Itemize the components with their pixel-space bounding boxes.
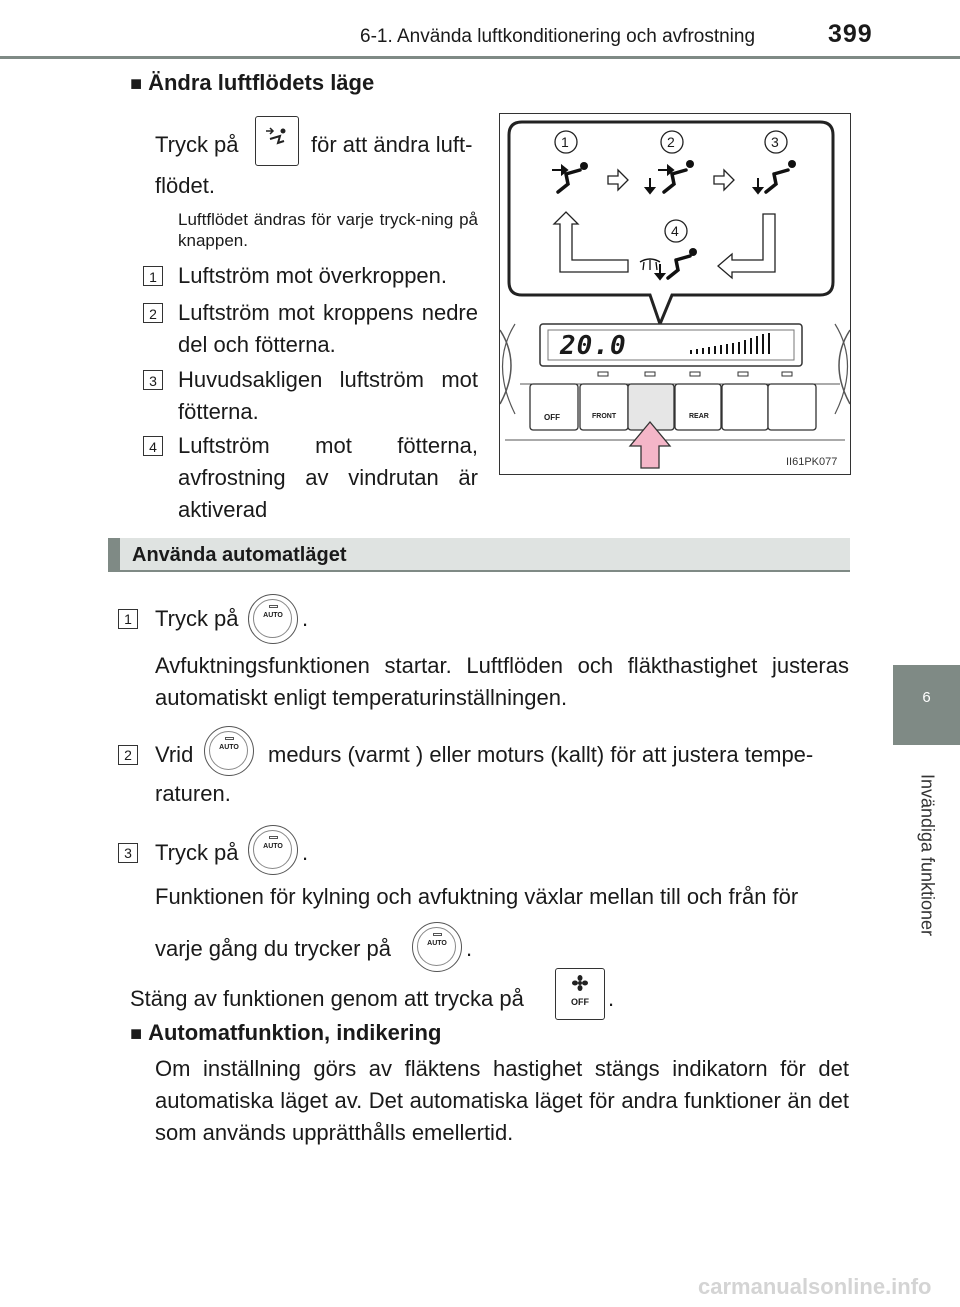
step-description: Funktionen för kylning och avfuktning växlar mellan till och från för (155, 884, 799, 909)
off-sentence: Stäng av funktionen genom att trycka på (130, 986, 524, 1011)
step-number: 2 (118, 745, 138, 765)
chapter-title: 6-1. Använda luftkonditionering och avfrostning (360, 26, 756, 47)
section-header: Använda automatläget (108, 538, 850, 572)
step-text: medurs (varmt ) eller moturs (kallt) för att justera tempe- (268, 742, 814, 767)
temperature-display: 20.0 (560, 331, 627, 361)
airflow-note: Luftflödet ändras för varje tryck-ning på knappen. (178, 210, 478, 250)
step-text: . (302, 840, 309, 865)
callout-4: 4 (671, 223, 679, 239)
step-number: 3 (118, 843, 138, 863)
item-number: 1 (143, 266, 163, 286)
item-number: 4 (143, 436, 163, 456)
step-number: 1 (118, 609, 138, 629)
callout-3: 3 (771, 134, 779, 150)
step-text: . (466, 936, 473, 961)
airflow-item: Luftström mot kroppens nedre del och fötterna. (178, 300, 478, 357)
auto-dial-icon: AUTO (204, 726, 254, 776)
step-text: Tryck på (155, 606, 239, 631)
step-text: Tryck på (155, 840, 239, 865)
press-text: Tryck på (155, 132, 239, 157)
square-bullet-icon: ■ (130, 73, 143, 95)
airflow-item: Huvudsakligen luftström mot fötterna. (178, 367, 478, 424)
panel-button-front: FRONT (592, 413, 617, 420)
chapter-tab-number: 6 (893, 665, 960, 745)
figure-code: II61PK077 (786, 456, 838, 468)
indicator-heading: ■ Automatfunktion, indikering (130, 1020, 442, 1045)
airflow-mode-button-icon (255, 116, 299, 166)
item-number: 3 (143, 370, 163, 390)
page-number: 399 (828, 20, 873, 48)
press-text-line2: flödet. (155, 173, 215, 198)
auto-button-icon: AUTO (248, 825, 298, 875)
airflow-item: Luftström mot fötterna, avfrostning av vindrutan är aktiverad (178, 433, 478, 522)
panel-button-rear: REAR (689, 413, 709, 420)
fan-off-button-icon: OFF (555, 968, 605, 1020)
step-text: Vrid (155, 742, 194, 767)
auto-button-icon: AUTO (412, 922, 462, 972)
off-sentence-end: . (608, 986, 615, 1011)
auto-button-icon: AUTO (248, 594, 298, 644)
step-description: varje gång du trycker på (155, 936, 392, 961)
callout-1: 1 (561, 134, 569, 150)
airflow-heading: ■ Ändra luftflödets läge (130, 70, 375, 95)
airflow-figure (499, 113, 851, 475)
press-text-after: för att ändra luft- (311, 132, 473, 157)
chapter-tab-label: Invändiga funktioner (917, 773, 937, 937)
item-number: 2 (143, 303, 163, 323)
step-text: . (302, 606, 309, 631)
square-bullet-icon: ■ (130, 1023, 143, 1045)
header-rule (0, 56, 960, 59)
callout-2: 2 (667, 134, 675, 150)
panel-button-off: OFF (544, 413, 560, 422)
watermark: carmanualsonline.info (698, 1274, 932, 1299)
step-description: Avfuktningsfunktionen startar. Luftflöden och fläkthastighet justeras automatiskt enligt temperaturinställningen. (155, 653, 849, 710)
indicator-text: Om inställning görs av fläktens hastighet stängs indikatorn för det automatiska läget av. Det automatiska läget för andra funktioner än det som används upprätthålls emellertid. (155, 1056, 849, 1145)
step-text: raturen. (155, 781, 231, 806)
airflow-item: Luftström mot överkroppen. (178, 263, 448, 288)
